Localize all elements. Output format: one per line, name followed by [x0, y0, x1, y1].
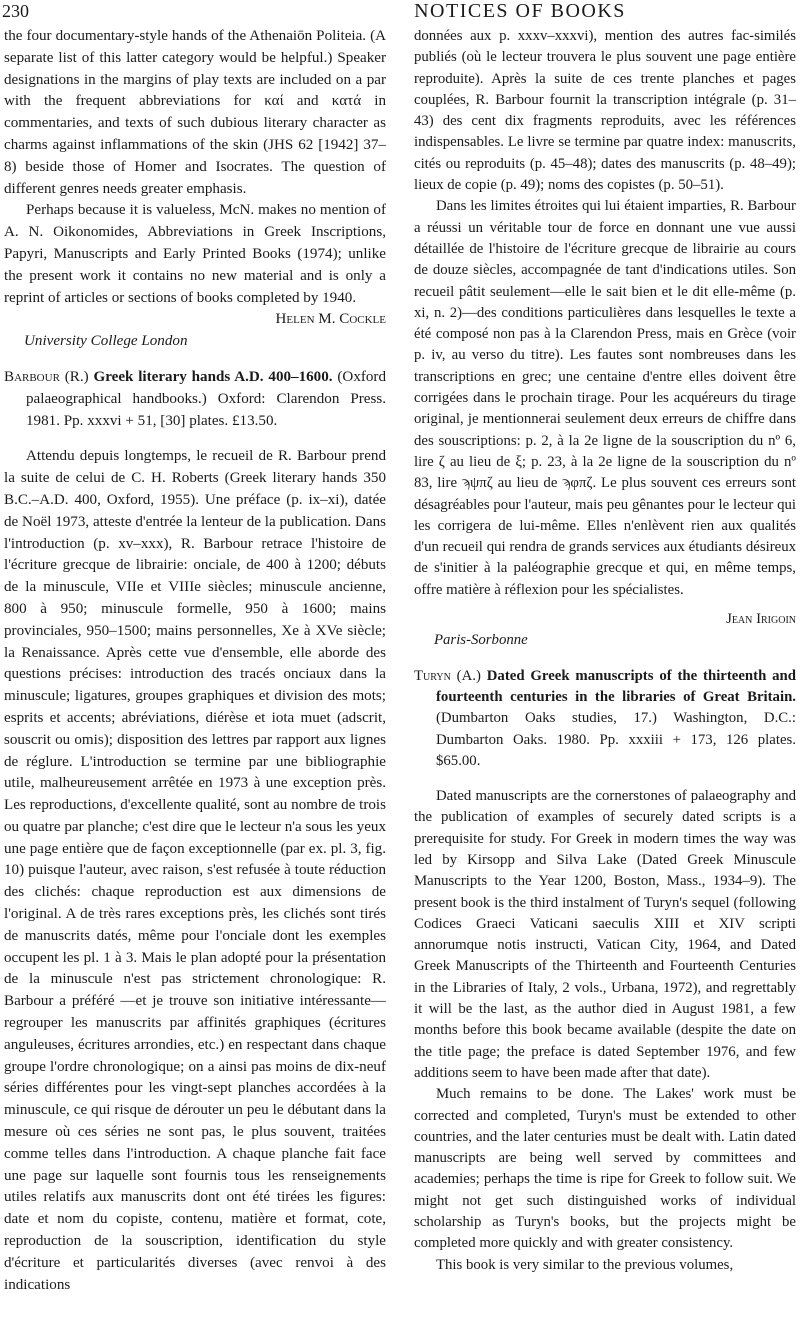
book-title: Greek literary hands A.D. 400–1600. [93, 368, 333, 385]
review-paragraph: Dated manuscripts are the cornerstones of palaeography and the publication of examples of securely dated scripts is a prerequisite for study. For Greek in modern times the way was led by Kirsopp and Silva Lake (Dated Greek Minuscule Manuscripts to the Year 1200, Boston, Mass., 1934–9). The present book is the third instalment of Turyn's sequel (following Codices Graeci Vaticani saeculis XIII et XIV scripti annorumque notis instructi, Vatican City, 1964, and Dated Greek Manuscripts of the Thirteenth and Fourteenth Centuries in the Libraries of Italy, 2 vols., Urbana, 1972), and regrettably it will be the last, as the author died in August 1981, a few months before this book became available (despite the date on the title page; the preface is dated September 1976, and few additions seem to have been made after that date). [414, 788, 796, 1081]
book-author: Turyn (A.) [414, 667, 481, 684]
review-paragraph: Perhaps because it is valueless, McN. makes no mention of A. N. Oikonomides, Abbreviations in Greek Inscriptions, Papyri, Manuscripts and Early Printed Books (1974); unlike the present work it contains no new material and is only a reprint of articles or sections of books completed by 1940. [4, 202, 386, 306]
book-author: Barbour (R.) [4, 368, 89, 385]
page-number: 230 [2, 1, 29, 21]
review-paragraph: Dans les limites étroites qui lui étaient imparties, R. Barbour a réussi un véritable tour de force en donnant une vue aussi détaillée de l'histoire de l'écriture grecque de librairie au cours de douze siècles, accompagnée de tant d'indications utiles. Son recueil pâtit seulement—elle le sait bien et le dit elle-même (p. xi, n. 2)—des conditions particulières dans lesquelles le texte a été composé non pas à la Clarendon Press, mais en Grèce (voir p. iv, au verso du titre). Les fautes sont nombreuses dans les transcriptions en grec; une centaine d'entre elles doivent être corrigées dans le prochain tirage. Pour les acquéreurs du tirage original, je mentionnerai seulement deux erreurs de chiffre dans des souscriptions: p. 2, à la 2e ligne de la souscription du nº 6, lire ζ au lieu de ξ; p. 23, à la 2e ligne de la souscription du nº 83, lire ϡψπζ au lieu de ϡφπζ. Le plus souvent ces erreurs sont désagréables pour l'auteur, mais peu gênantes pour le lecteur qui les corrigera de lui-même. Elles n'enlèvent rien aux qualités d'un recueil qui rendra de grands services aux étudiants désireux de s'initier à la paléographie grecque et qui, en même temps, offre matière à réflexion pour les spécialistes. [414, 198, 796, 598]
book-title: Dated Greek manuscripts of the thirteenth and fourteenth centuries in the libraries of Great Britain. [436, 667, 797, 705]
review-paragraph: This book is very similar to the previous volumes, [436, 1256, 734, 1273]
review-paragraph: Much remains to be done. The Lakes' work must be corrected and completed, Turyn's must be extended to other countries, and the later centuries must be dealt with. Latin dated manuscripts are being well served by committees and academies; perhaps the time is ripe for Greek to follow suit. We might not get such distinguished works of individual scholarship as Turyn's books, but the projects might be completed more quickly and with greater consistency. [414, 1086, 796, 1252]
book-entry-heading [4, 367, 386, 432]
review-paragraph: Attendu depuis longtemps, le recueil de R. Barbour prend la suite de celui de C. H. Roberts (Greek literary hands 350 B.C.–A.D. 400, Oxford, 1955). Une préface (p. ix–xi), datée de Noël 1973, atteste d'entrée la lenteur de la publication. Dans l'introduction (p. xv–xxx), R. Barbour retrace l'histoire de l'écriture grecque de librairie: onciale, de 400 à 1200; débuts de la minuscule, VIIe et VIIIe siècles; minuscule ancienne, 800 à 950; minuscule formelle, 950 à 1600; mains provinciales, 950–1500; mains personnelles, Xe à XVe siècle; la Renaissance. Après cette vue d'ensemble, elle aborde des questions précises: introduction des tracés onciaux dans la minuscule; ligatures, groupes graphiques et division des mots; esprits et accents; abréviations, diérèse et iota muet (adscrit, souscrit ou omis); disposition des lettres par rapport aux lignes de réglure. L'introduction se termine par une bibliographie utile, malheureusement arrêtée en 1973 à une exception près. Les reproductions, d'excellente qualité, sont au nombre de trois ou quatre par planche; c'est dire que le lecteur n'a sous les yeux une page entière que de façon exceptionnelle (par ex. pl. 3, fig. 10) puisque l'auteur, avec raison, s'est refusée à toute réduction des clichés: chaque reproduction est aux dimensions de l'original. A de très rares exceptions près, les clichés sont tirés de manuscrits datés, même pour l'onciale dont les exemples occupent les pl. 1 à 3. Mais le plan adopté pour la présentation de la minuscule n'est pas strictement chronologique: R. Barbour a préféré —et je trouve son initiative intéressante—regrouper les manuscrits par affinités graphiques (écritures anguleuses, écritures arrondies, etc.) en respectant dans chaque groupe l'ordre chronologique; on a ainsi pas moins de dix-neuf séries différentes pour les vingt-sept planches accordées à la minuscule, ce qui risque de dérouter un peu le débutant dans la mesure où ces séries ne sont pas, le plus souvent, traitées comme telles dans l'introduction. A chaque planche fait face une page sur laquelle sont fournis tous les renseignements utiles relatifs aux manuscrits dont ont été tirées les figures: date et nom du copiste, contenu, matière et format, cote, reproduction de la souscription, identification du style d'écriture et particularités diverses (avec renvoi à des indications [4, 448, 386, 1293]
book-entry-heading [414, 666, 796, 772]
review-paragraph: données aux p. xxxv–xxxvi), mention des autres fac-similés publiés (où le lecteur trouvera le plus souvent une page entière reproduite). Après la suite de ces trente planches et pages couplées, R. Barbour fournit la transcription intégrale (p. 31–43) des cent dix fragments reproduits, avec les références indispensables. Le livre se termine par quatre index: manuscrits, cités ou reproduits (p. 45–48); dates des manuscrits (p. 48–49); lieux de copie (p. 49); noms des copistes (p. 50–51). [414, 28, 796, 194]
reviewer-signature: Helen M. Cockle [275, 311, 386, 328]
review-paragraph: the four documentary-style hands of the Athenaiōn Politeia. (A separate list of this latter category would be helpful.) Speaker designations in the margins of play texts are included on a par with the frequent abbreviations for καί and κατά in commentaries, and texts of such dubious literary character as charms against inflammations of the skin (JHS 62 [1942] 37–8) beside those of Homer and Isocrates. The question of different genres needs greater emphasis. [4, 28, 386, 197]
right-column [414, 26, 796, 1276]
left-column [4, 26, 386, 1296]
reviewer-affiliation: University College London [24, 333, 188, 350]
book-publication: (Dumbarton Oaks studies, 17.) Washington, D.C.: Dumbarton Oaks. 1980. Pp. xxxiii + 173, 126 plates. $65.00. [436, 710, 796, 769]
running-title: NOTICES OF BOOKS [414, 0, 626, 22]
reviewer-signature: Jean Irigoin [726, 611, 796, 628]
book-publication: (Oxford palaeographical handbooks.) Oxford: Clarendon Press. 1981. Pp. xxxvi + 51, [30] plates. £13.50. [26, 368, 387, 429]
reviewer-affiliation: Paris-Sorbonne [434, 632, 528, 649]
